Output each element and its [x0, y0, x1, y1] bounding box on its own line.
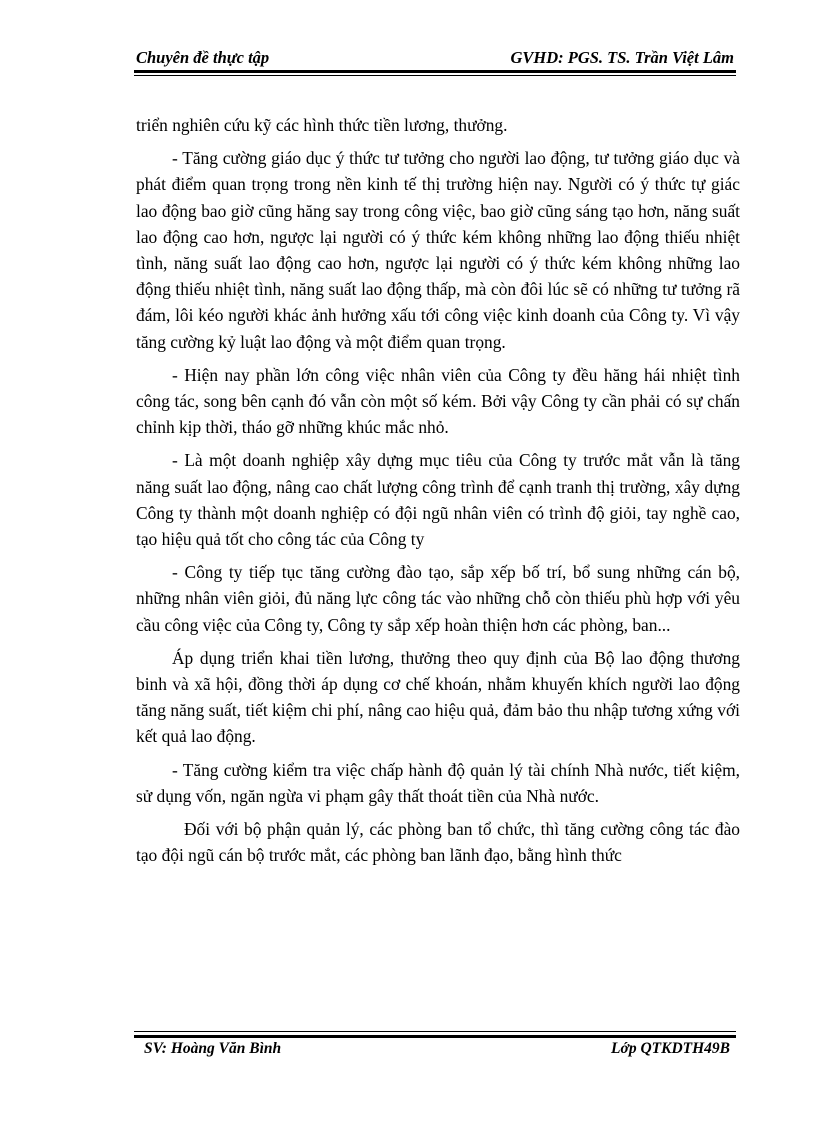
footer-student: SV: Hoàng Văn Bình	[144, 1040, 282, 1057]
paragraph: triển nghiên cứu kỹ các hình thức tiền lương, thưởng.	[136, 115, 508, 135]
paragraph: - Là một doanh nghiệp xây dựng mục tiêu của Công ty trước mắt vẫn là tăng năng suất lao động, nâng cao chất lượng công trình để cạnh tranh thị trường, xây dựng Công ty thành một doanh nghiệp có đội ngũ nhân viên có trình độ giỏi, tay nghề cao, tạo hiệu quả tốt cho công tác của Công ty	[136, 450, 740, 550]
paragraph: Đối với bộ phận quản lý, các phòng ban tổ chức, thì tăng cường công tác đào tạo đội ngũ cán bộ trước mắt, các phòng ban lãnh đạo, bằng hình thức	[136, 819, 740, 866]
page-footer	[134, 1038, 736, 1062]
paragraph: - Công ty tiếp tục tăng cường đào tạo, sắp xếp bố trí, bổ sung những cán bộ, những nhân viên giỏi, đủ năng lực công tác vào những chỗ còn thiếu phù hợp với yêu cầu công việc của Công ty, Công ty sắp xếp hoàn thiện hơn các phòng, ban...	[136, 562, 740, 635]
header-divider	[134, 70, 736, 73]
document-body	[136, 112, 740, 875]
page-header	[134, 44, 736, 70]
paragraph: - Hiện nay phần lớn công việc nhân viên của Công ty đều hăng hái nhiệt tình công tác, song bên cạnh đó vẫn còn một số kém. Bởi vậy Công ty cần phải có sự chấn chỉnh kịp thời, tháo gỡ những khúc mắc nhỏ.	[136, 364, 740, 438]
paragraph: Áp dụng triển khai tiền lương, thưởng theo quy định của Bộ lao động thương binh và xã hội, đồng thời áp dụng cơ chế khoán, nhằm khuyến khích người lao động tăng năng suất, tiết kiệm chi phí, nâng cao hiệu quả, đảm bảo thu nhập tương xứng với kết quả lao động.	[136, 647, 740, 747]
paragraph: - Tăng cường giáo dục ý thức tư tưởng cho người lao động, tư tưởng giáo dục và phát điểm quan trọng trong nền kinh tế thị trường hiện nay. Người có ý thức tự giác lao động bao giờ cũng hăng say trong công việc, bao giờ cũng sáng tạo hơn, năng suất lao động cao hơn, ngược lại người có ý thức kém không những lao động thiếu nhiệt tình, năng suất lao động cao hơn, ngược lại người có ý thức kém không những lao động thiếu nhiệt tình, năng suất lao động thấp, mà còn đôi lúc sẽ có những tư tưởng rã đám, lôi kéo người khác ảnh hưởng xấu tới công việc kinh doanh của Công ty. Vì vậy tăng cường kỷ luật lao động và một điểm quan trọng.	[136, 148, 740, 352]
header-supervisor: GVHD: PGS. TS. Trần Việt Lâm	[510, 48, 734, 67]
paragraph: - Tăng cường kiểm tra việc chấp hành độ quản lý tài chính Nhà nước, tiết kiệm, sử dụng vốn, ngăn ngừa vi phạm gây thất thoát tiền của Nhà nước.	[136, 759, 740, 806]
header-divider-thin	[134, 75, 736, 76]
footer-class: Lớp QTKDTH49B	[611, 1040, 730, 1057]
footer-divider-thin	[134, 1031, 736, 1032]
header-title: Chuyên đề thực tập	[136, 48, 270, 67]
